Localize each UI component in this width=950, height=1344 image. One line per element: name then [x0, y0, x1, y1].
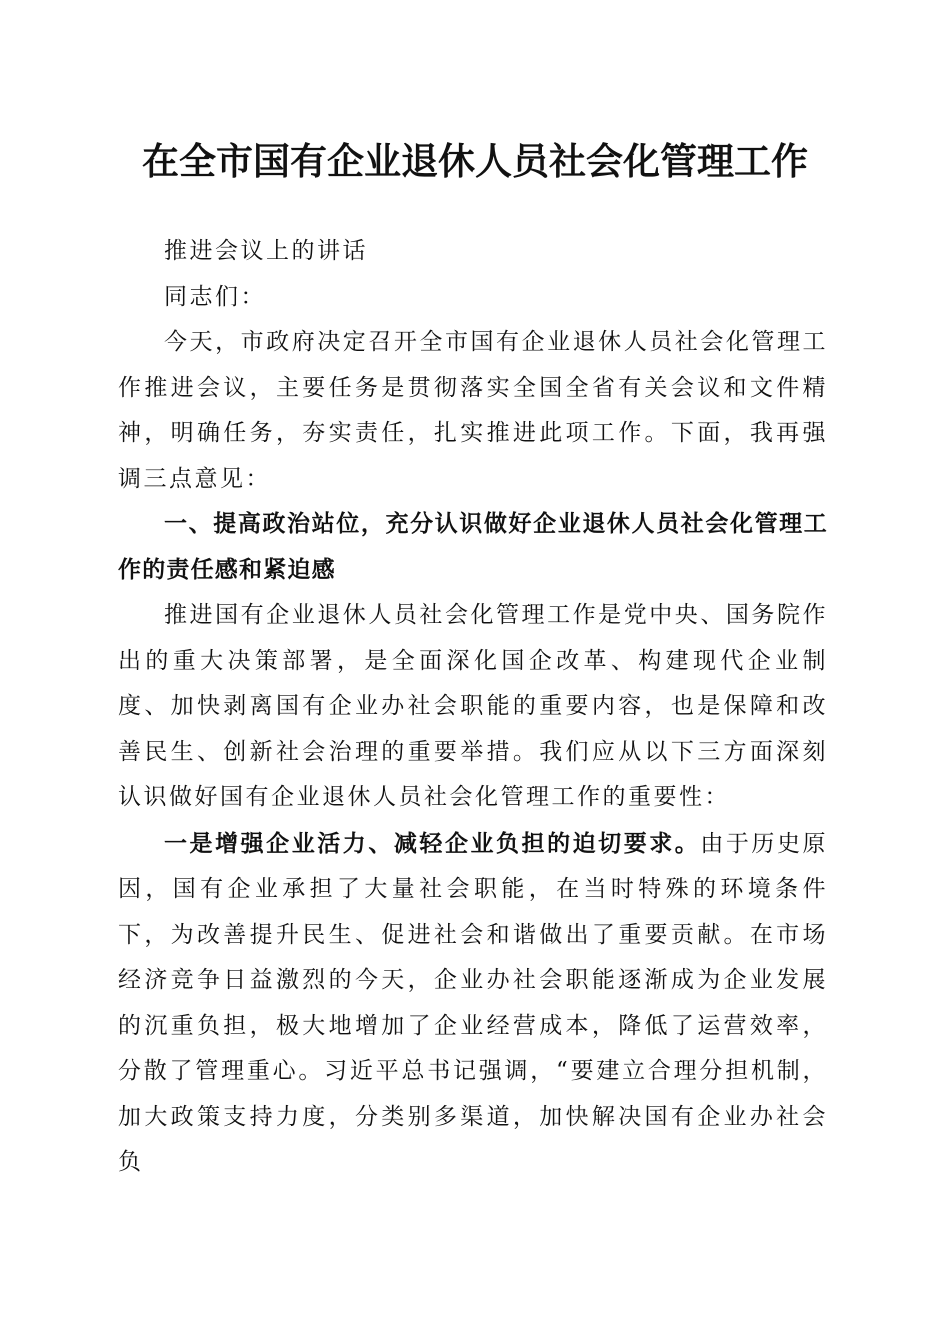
point-1-text: 由于历史原因，国有企业承担了大量社会职能，在当时特殊的环境条件下，为改善提升民生、促进社会和谐做出了重要贡献。在市场经济竞争日益激烈的今天，企业办社会职能逐渐成为企业发展的沉重负担，极大地增加了企业经营成本，降低了运营效率，分散了管理重心。习近平总书记强调，“要建立合理分担机制，加大政策支持力度，分类别多渠道，加快解决国有企业办社会负 — [118, 830, 829, 1175]
section-1-heading: 一、提高政治站位，充分认识做好企业退休人员社会化管理工作的责任感和紧迫感 — [118, 511, 828, 583]
paragraph-1: 推进国有企业退休人员社会化管理工作是党中央、国务院作出的重大决策部署，是全面深化国企改革、构建现代企业制度、加快剥离国有企业办社会职能的重要内容，也是保障和改善民生、创新社会治理的重要举措。我们应从以下三方面深刻认识做好国有企业退休人员社会化管理工作的重要性： — [118, 602, 828, 810]
point-1-lead: 一是增强企业活力、减轻企业负担的迫切要求。 — [164, 829, 701, 857]
document-title: 在全市国有企业退休人员社会化管理工作 — [142, 139, 808, 183]
document-body — [118, 229, 828, 1186]
intro-paragraph: 今天，市政府决定召开全市国有企业退休人员社会化管理工作推进会议，主要任务是贯彻落实全国全省有关会议和文件精神，明确任务，夯实责任，扎实推进此项工作。下面，我再强调三点意见： — [118, 329, 828, 492]
salutation: 同志们： — [164, 283, 266, 310]
point-1-paragraph — [118, 821, 828, 1186]
document-subtitle: 推进会议上的讲话 — [164, 238, 368, 264]
